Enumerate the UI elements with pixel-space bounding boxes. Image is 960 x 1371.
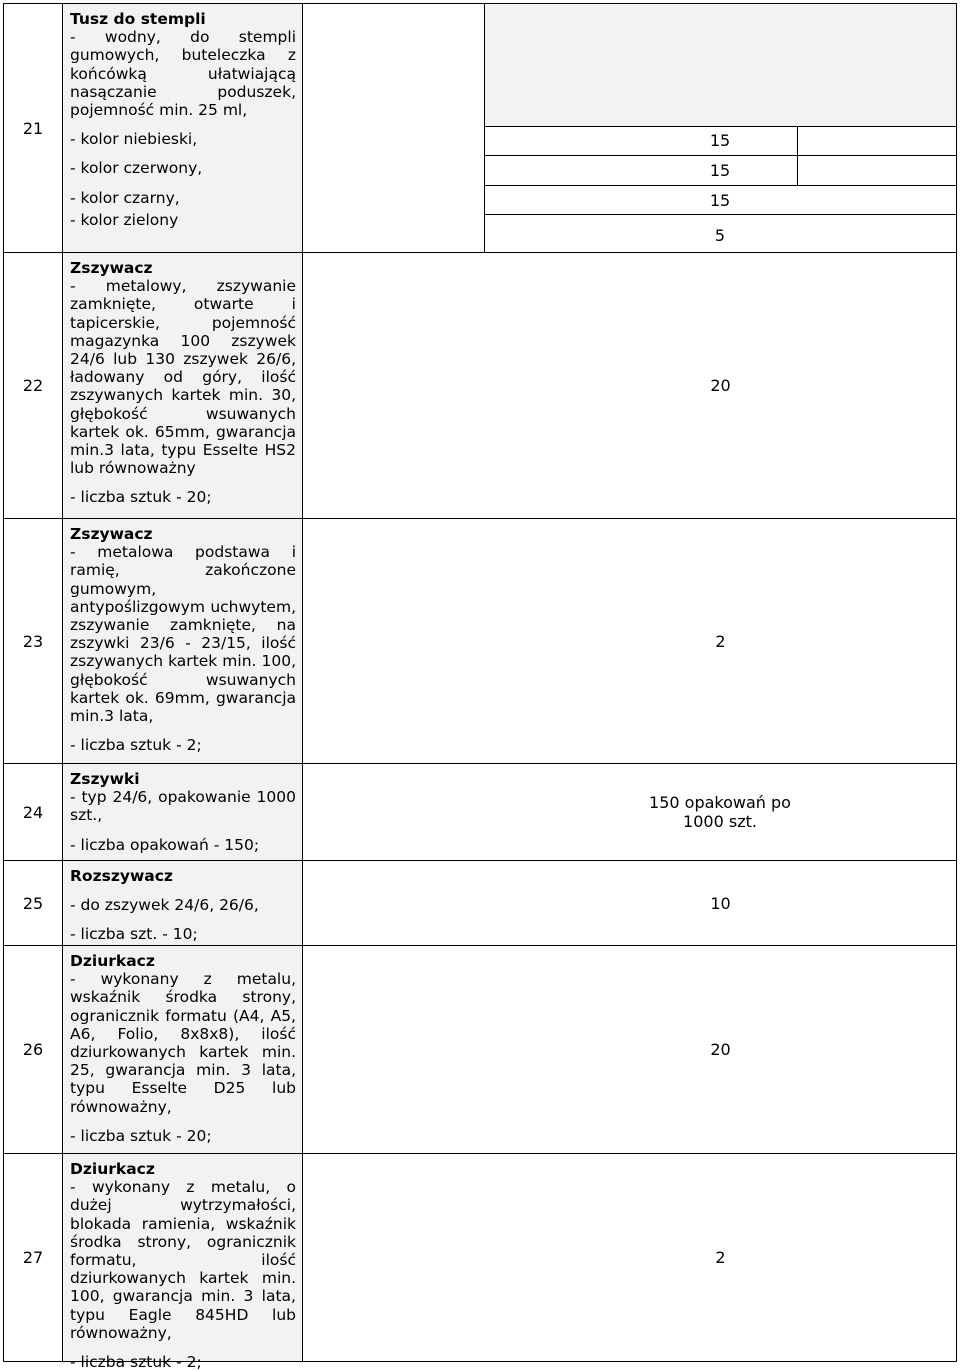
item-title: Dziurkacz bbox=[70, 952, 155, 970]
item-body: - wykonany z metalu, o dużej wytrzymałości, blokada ramienia, wskaźnik środka strony, ogranicznik formatu, ilość dziurkowanych kartek min. 100, gwarancja min. 3 lata, typu Eagle 845HD lub równoważny, bbox=[70, 1178, 296, 1342]
item-title: Zszywki bbox=[70, 770, 140, 788]
divider bbox=[485, 214, 957, 215]
item-count: - liczba sztuk - 2; bbox=[70, 1353, 202, 1371]
variant-quantity: 5 bbox=[714, 226, 726, 245]
divider bbox=[485, 126, 957, 127]
row-number: 22 bbox=[3, 252, 63, 519]
row-number: 25 bbox=[3, 860, 63, 946]
quantity-cell: 20 bbox=[302, 945, 957, 1154]
divider bbox=[485, 185, 957, 186]
variant-label: - kolor zielony bbox=[70, 210, 179, 229]
variant-quantity: 15 bbox=[709, 161, 731, 180]
item-description bbox=[62, 763, 303, 861]
item-description bbox=[62, 945, 303, 1154]
item-body: - wykonany z metalu, wskaźnik środka strony, ogranicznik formatu (A4, A5, A6, Folio, 8x8x8), ilość dziurkowanych kartek min. 25, gwarancja min. 3 lata, typu Esselte D25 lub równoważny, bbox=[70, 970, 296, 1116]
quantity-cell: 2 bbox=[302, 518, 957, 764]
quantity-cell: 10 bbox=[302, 860, 957, 946]
item-count: - liczba opakowań - 150; bbox=[70, 835, 260, 854]
item-description bbox=[62, 1153, 303, 1371]
variant-label: - kolor czerwony, bbox=[70, 159, 203, 178]
divider bbox=[484, 3, 485, 253]
item-count: - liczba sztuk - 20; bbox=[70, 488, 212, 507]
item-title: Rozszywacz bbox=[70, 867, 173, 885]
item-description bbox=[62, 3, 303, 253]
item-count: - liczba sztuk - 2; bbox=[70, 736, 202, 755]
item-title: Dziurkacz bbox=[70, 1160, 155, 1178]
item-count: - liczba szt. - 10; bbox=[70, 925, 198, 944]
item-title: Zszywacz bbox=[70, 259, 153, 277]
item-body: - metalowa podstawa i ramię, zakończone gumowym, antypoślizgowym uchwytem, zszywanie zamknięte, na zszywki 23/6 - 23/15, ilość zszywanych kartek min. 100, głębokość wsuwanych kartek ok. 69mm, gwarancja min.3 lata, bbox=[70, 543, 296, 726]
item-count: - liczba sztuk - 20; bbox=[70, 1126, 212, 1145]
row-number: 24 bbox=[3, 763, 63, 861]
variant-quantity: 15 bbox=[709, 191, 731, 210]
divider bbox=[485, 155, 957, 156]
item-description bbox=[62, 860, 303, 946]
item-body: - typ 24/6, opakowanie 1000 szt., bbox=[70, 788, 296, 825]
quantity-value: 150 opakowań po 1000 szt. bbox=[649, 793, 791, 831]
variant-quantity: 15 bbox=[709, 131, 731, 150]
quantity-cell bbox=[302, 763, 957, 861]
item-body: - wodny, do stempli gumowych, buteleczka z końcówką ułatwiającą nasączanie poduszek, pojemność min. 25 ml, bbox=[70, 28, 296, 120]
row-number: 23 bbox=[3, 518, 63, 764]
quantity-cell: 2 bbox=[302, 1153, 957, 1362]
variant-label: - kolor niebieski, bbox=[70, 130, 198, 149]
item-title: Zszywacz bbox=[70, 525, 153, 543]
shaded-header-cell bbox=[485, 5, 956, 126]
row-number: 26 bbox=[3, 945, 63, 1154]
item-body: - do zszywek 24/6, 26/6, bbox=[70, 896, 259, 915]
item-body: - metalowy, zszywanie zamknięte, otwarte i tapicerskie, pojemność magazynka 100 zszywek 24/6 lub 130 zszywek 26/6, ładowany od góry, ilość zszywanych kartek min. 30, głębokość wsuwanych kartek ok. 65mm, gwarancja min.3 lata, typu Esselte HS2 lub równoważny bbox=[70, 277, 296, 478]
item-description bbox=[62, 518, 303, 764]
quantity-cell: 20 bbox=[302, 252, 957, 519]
row-number: 27 bbox=[3, 1153, 63, 1362]
item-description bbox=[62, 252, 303, 519]
item-title: Tusz do stempli bbox=[70, 10, 206, 28]
row-number: 21 bbox=[3, 3, 63, 253]
variant-label: - kolor czarny, bbox=[70, 188, 180, 207]
